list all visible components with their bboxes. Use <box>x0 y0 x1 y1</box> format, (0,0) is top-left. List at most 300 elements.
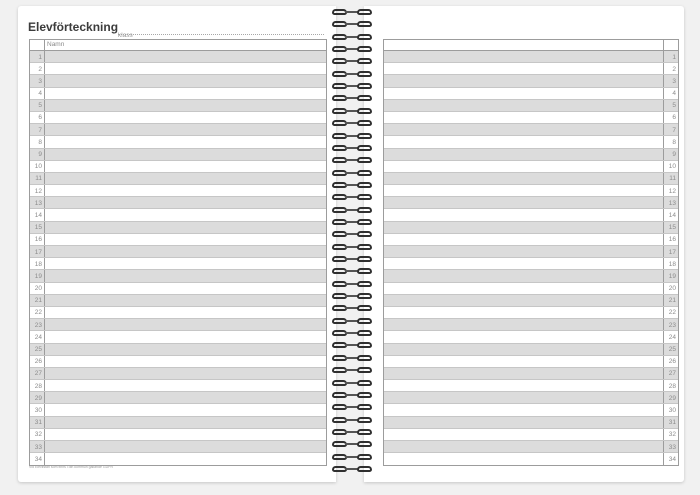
right-row-number-cell <box>663 368 678 379</box>
row-number: 8 <box>38 138 42 146</box>
left-table-row <box>30 270 326 282</box>
left-name-cell[interactable] <box>45 453 326 465</box>
right-table-row <box>384 295 678 307</box>
left-row-number-cell <box>30 283 45 294</box>
row-number: 12 <box>34 187 42 195</box>
right-table-row <box>384 75 678 87</box>
right-table-row <box>384 380 678 392</box>
left-row-number-cell <box>30 63 45 74</box>
left-row-number-cell <box>30 136 45 147</box>
spiral-loop <box>326 8 378 17</box>
left-name-cell[interactable] <box>45 112 326 123</box>
row-number: 30 <box>668 406 676 414</box>
right-name-cell[interactable] <box>384 185 663 196</box>
right-table-row <box>384 185 678 197</box>
spiral-loop <box>326 453 378 462</box>
right-name-cell[interactable] <box>384 392 663 403</box>
page-title: Elevförteckning <box>28 20 119 34</box>
spiral-loop <box>326 94 378 103</box>
right-table-row <box>384 404 678 416</box>
right-name-cell[interactable] <box>384 161 663 172</box>
row-number: 26 <box>34 358 42 366</box>
name-column-header: Namn <box>47 41 65 48</box>
left-row-number-cell <box>30 441 45 452</box>
right-table-row <box>384 100 678 112</box>
row-number: 23 <box>668 321 676 329</box>
row-number: 19 <box>668 272 676 280</box>
left-table-row <box>30 404 326 416</box>
right-name-cell[interactable] <box>384 270 663 281</box>
right-row-number-cell <box>663 404 678 415</box>
left-name-cell[interactable] <box>45 149 326 160</box>
left-name-cell[interactable] <box>45 417 326 428</box>
left-row-number-cell <box>30 417 45 428</box>
right-row-number-cell <box>663 88 678 99</box>
right-row-number-cell <box>663 270 678 281</box>
row-number: 21 <box>668 297 676 305</box>
right-name-cell[interactable] <box>384 88 663 99</box>
spiral-loop <box>326 354 378 363</box>
spiral-loop <box>326 292 378 301</box>
left-table-row <box>30 197 326 209</box>
right-table-row <box>384 417 678 429</box>
left-table-row <box>30 136 326 148</box>
spiral-loop <box>326 403 378 412</box>
left-row-number-cell <box>30 453 45 465</box>
left-row-number-cell <box>30 331 45 342</box>
right-name-cell[interactable] <box>384 112 663 123</box>
right-name-cell[interactable] <box>384 100 663 111</box>
right-row-number-cell <box>663 319 678 330</box>
spiral-loop <box>326 428 378 437</box>
right-name-cell[interactable] <box>384 234 663 245</box>
right-number-column-header <box>663 40 678 50</box>
row-number: 27 <box>668 370 676 378</box>
right-row-number-cell <box>663 331 678 342</box>
left-row-number-cell <box>30 344 45 355</box>
right-name-cell[interactable] <box>384 75 663 86</box>
right-row-number-cell <box>663 246 678 257</box>
right-table-row <box>384 209 678 221</box>
left-row-number-cell <box>30 51 45 62</box>
right-table-row <box>384 319 678 331</box>
spiral-loop <box>326 465 378 474</box>
right-name-cell[interactable] <box>384 307 663 318</box>
left-table-row <box>30 295 326 307</box>
left-row-number-cell <box>30 258 45 269</box>
left-name-cell[interactable] <box>45 270 326 281</box>
left-table-row <box>30 283 326 295</box>
left-name-table <box>29 39 327 466</box>
left-row-number-cell <box>30 295 45 306</box>
right-row-number-cell <box>663 307 678 318</box>
right-table-row <box>384 368 678 380</box>
left-number-column-header <box>30 40 45 50</box>
row-number: 24 <box>34 333 42 341</box>
right-name-cell[interactable] <box>384 356 663 367</box>
left-name-cell[interactable] <box>45 392 326 403</box>
row-number: 23 <box>34 321 42 329</box>
row-number: 7 <box>672 126 676 134</box>
right-name-cell[interactable] <box>384 149 663 160</box>
right-row-number-cell <box>663 222 678 233</box>
right-table-row <box>384 453 678 465</box>
left-row-number-cell <box>30 173 45 184</box>
spiral-binding <box>326 4 378 484</box>
right-name-cell[interactable] <box>384 258 663 269</box>
right-name-cell[interactable] <box>384 344 663 355</box>
spiral-loop <box>326 440 378 449</box>
row-number: 14 <box>668 211 676 219</box>
right-row-number-cell <box>663 161 678 172</box>
right-row-number-cell <box>663 63 678 74</box>
row-number: 5 <box>38 102 42 110</box>
row-number: 31 <box>668 419 676 427</box>
left-row-number-cell <box>30 124 45 135</box>
right-name-cell[interactable] <box>384 124 663 135</box>
spiral-loop <box>326 416 378 425</box>
right-name-cell[interactable] <box>384 246 663 257</box>
right-name-cell[interactable] <box>384 209 663 220</box>
right-name-table <box>383 39 679 466</box>
left-table-row <box>30 161 326 173</box>
row-number: 2 <box>38 65 42 73</box>
right-name-cell[interactable] <box>384 222 663 233</box>
right-table-row <box>384 149 678 161</box>
right-table-row <box>384 246 678 258</box>
row-number: 27 <box>34 370 42 378</box>
left-name-cell[interactable] <box>45 295 326 306</box>
left-name-cell[interactable] <box>45 380 326 391</box>
right-row-number-cell <box>663 283 678 294</box>
right-table-header <box>384 40 678 51</box>
row-number: 15 <box>34 224 42 232</box>
right-name-cell[interactable] <box>384 404 663 415</box>
left-table-row <box>30 124 326 136</box>
right-table-row <box>384 283 678 295</box>
row-number: 10 <box>34 163 42 171</box>
spiral-loop <box>326 243 378 252</box>
right-table-row <box>384 112 678 124</box>
spiral-loop <box>326 20 378 29</box>
right-row-number-cell <box>663 344 678 355</box>
left-table-row <box>30 368 326 380</box>
row-number: 4 <box>672 90 676 98</box>
right-table-row <box>384 51 678 63</box>
row-number: 14 <box>34 211 42 219</box>
row-number: 19 <box>34 272 42 280</box>
row-number: 13 <box>668 199 676 207</box>
left-table-row <box>30 63 326 75</box>
row-number: 25 <box>668 346 676 353</box>
left-name-cell[interactable] <box>45 344 326 355</box>
spiral-loop <box>326 57 378 66</box>
left-name-cell[interactable] <box>45 368 326 379</box>
right-row-number-cell <box>663 185 678 196</box>
spiral-loop <box>326 304 378 313</box>
right-name-cell[interactable] <box>384 197 663 208</box>
right-table-row <box>384 136 678 148</box>
row-number: 9 <box>672 151 676 158</box>
left-table-row <box>30 392 326 404</box>
row-number: 25 <box>34 346 42 353</box>
right-name-cell[interactable] <box>384 51 663 62</box>
left-name-cell[interactable] <box>45 356 326 367</box>
spiral-loop <box>326 391 378 400</box>
right-name-cell[interactable] <box>384 295 663 306</box>
right-table-row <box>384 258 678 270</box>
right-name-cell[interactable] <box>384 136 663 147</box>
row-number: 28 <box>668 382 676 390</box>
spiral-loop <box>326 144 378 153</box>
right-row-number-cell <box>663 380 678 391</box>
left-name-cell[interactable] <box>45 100 326 111</box>
left-row-number-cell <box>30 88 45 99</box>
row-number: 3 <box>672 77 676 85</box>
right-row-number-cell <box>663 100 678 111</box>
right-row-number-cell <box>663 149 678 160</box>
left-name-cell[interactable] <box>45 63 326 74</box>
right-row-number-cell <box>663 429 678 440</box>
left-name-cell[interactable] <box>45 319 326 330</box>
class-field[interactable] <box>118 24 324 39</box>
right-name-cell[interactable] <box>384 319 663 330</box>
right-name-cell[interactable] <box>384 380 663 391</box>
right-row-number-cell <box>663 136 678 147</box>
left-name-cell[interactable] <box>45 404 326 415</box>
spiral-loop <box>326 70 378 79</box>
row-number: 3 <box>38 77 42 85</box>
row-number: 29 <box>668 394 676 402</box>
right-name-cell[interactable] <box>384 368 663 379</box>
right-name-cell[interactable] <box>384 441 663 452</box>
right-table-row <box>384 124 678 136</box>
spiral-loop <box>326 255 378 264</box>
left-row-number-cell <box>30 112 45 123</box>
right-table-row <box>384 197 678 209</box>
left-table-row <box>30 344 326 356</box>
right-row-number-cell <box>663 51 678 62</box>
row-number: 6 <box>38 114 42 122</box>
right-row-number-cell <box>663 124 678 135</box>
left-name-cell[interactable] <box>45 258 326 269</box>
spiral-loop <box>326 230 378 239</box>
right-table-row <box>384 429 678 441</box>
row-number: 18 <box>34 260 42 268</box>
left-row-number-cell <box>30 197 45 208</box>
spiral-loop <box>326 206 378 215</box>
row-number: 26 <box>668 358 676 366</box>
left-table-row <box>30 453 326 465</box>
left-table-row <box>30 319 326 331</box>
row-number: 8 <box>672 138 676 146</box>
left-name-cell[interactable] <box>45 246 326 257</box>
row-number: 32 <box>668 431 676 439</box>
right-row-number-cell <box>663 356 678 367</box>
right-table-row <box>384 63 678 75</box>
row-number: 22 <box>668 309 676 317</box>
right-name-cell[interactable] <box>384 173 663 184</box>
row-number: 17 <box>34 248 42 256</box>
right-table-row <box>384 161 678 173</box>
right-row-number-cell <box>663 197 678 208</box>
right-name-cell[interactable] <box>384 417 663 428</box>
left-row-number-cell <box>30 149 45 160</box>
spiral-loop <box>326 33 378 42</box>
left-name-cell[interactable] <box>45 185 326 196</box>
class-label: klass <box>118 32 133 39</box>
left-name-cell[interactable] <box>45 124 326 135</box>
left-table-header <box>30 40 326 51</box>
spiral-loop <box>326 107 378 116</box>
right-table-row <box>384 344 678 356</box>
footnote: Vid Elevlistan som finns i din kommun gällande GDPR <box>29 465 113 469</box>
left-row-number-cell <box>30 270 45 281</box>
right-name-cell[interactable] <box>384 283 663 294</box>
row-number: 24 <box>668 333 676 341</box>
row-number: 2 <box>672 65 676 73</box>
right-table-row <box>384 356 678 368</box>
left-table-row <box>30 173 326 185</box>
spiral-loop <box>326 119 378 128</box>
spiral-loop <box>326 267 378 276</box>
left-row-number-cell <box>30 246 45 257</box>
left-row-number-cell <box>30 319 45 330</box>
left-name-cell[interactable] <box>45 75 326 86</box>
right-table-row <box>384 88 678 100</box>
left-table-row <box>30 331 326 343</box>
left-table-row <box>30 222 326 234</box>
right-table-row <box>384 173 678 185</box>
right-table-row <box>384 234 678 246</box>
left-name-cell[interactable] <box>45 331 326 342</box>
left-table-row <box>30 258 326 270</box>
spiral-loop <box>326 181 378 190</box>
spiral-loop <box>326 169 378 178</box>
left-table-row <box>30 441 326 453</box>
row-number: 16 <box>668 236 676 244</box>
left-table-row <box>30 51 326 63</box>
row-number: 1 <box>672 53 676 61</box>
right-row-number-cell <box>663 258 678 269</box>
left-name-cell[interactable] <box>45 307 326 318</box>
left-name-cell[interactable] <box>45 222 326 233</box>
left-table-row <box>30 185 326 197</box>
right-row-number-cell <box>663 112 678 123</box>
spiral-loop <box>326 218 378 227</box>
right-table-row <box>384 441 678 453</box>
row-number: 22 <box>34 309 42 317</box>
left-name-cell[interactable] <box>45 234 326 245</box>
row-number: 34 <box>668 455 676 463</box>
left-name-cell[interactable] <box>45 209 326 220</box>
right-name-cell[interactable] <box>384 331 663 342</box>
left-name-cell[interactable] <box>45 429 326 440</box>
left-table-row <box>30 234 326 246</box>
left-table-row <box>30 88 326 100</box>
row-number: 21 <box>34 297 42 305</box>
right-row-number-cell <box>663 453 678 465</box>
right-row-number-cell <box>663 295 678 306</box>
row-number: 10 <box>668 163 676 171</box>
left-row-number-cell <box>30 100 45 111</box>
left-table-row <box>30 75 326 87</box>
right-rows <box>384 51 678 465</box>
left-row-number-cell <box>30 380 45 391</box>
spiral-loop <box>326 280 378 289</box>
left-rows <box>30 51 326 465</box>
left-table-row <box>30 307 326 319</box>
left-row-number-cell <box>30 185 45 196</box>
row-number: 16 <box>34 236 42 244</box>
spiral-loop <box>326 329 378 338</box>
right-row-number-cell <box>663 417 678 428</box>
row-number: 12 <box>668 187 676 195</box>
right-row-number-cell <box>663 173 678 184</box>
left-row-number-cell <box>30 234 45 245</box>
spiral-loop <box>326 132 378 141</box>
right-row-number-cell <box>663 209 678 220</box>
row-number: 28 <box>34 382 42 390</box>
left-name-cell[interactable] <box>45 51 326 62</box>
right-row-number-cell <box>663 392 678 403</box>
spiral-loop <box>326 379 378 388</box>
spiral-loop <box>326 156 378 165</box>
right-table-row <box>384 222 678 234</box>
left-row-number-cell <box>30 392 45 403</box>
left-name-cell[interactable] <box>45 441 326 452</box>
spiral-loop <box>326 317 378 326</box>
row-number: 17 <box>668 248 676 256</box>
row-number: 34 <box>34 455 42 463</box>
left-row-number-cell <box>30 404 45 415</box>
spiral-loop <box>326 82 378 91</box>
right-name-cell[interactable] <box>384 63 663 74</box>
row-number: 29 <box>34 394 42 402</box>
row-number: 32 <box>34 431 42 439</box>
spiral-loop <box>326 193 378 202</box>
left-row-number-cell <box>30 368 45 379</box>
left-name-cell[interactable] <box>45 88 326 99</box>
left-row-number-cell <box>30 429 45 440</box>
left-name-cell[interactable] <box>45 283 326 294</box>
right-table-row <box>384 270 678 282</box>
row-number: 31 <box>34 419 42 427</box>
right-name-cell[interactable] <box>384 453 663 465</box>
row-number: 9 <box>38 151 42 158</box>
left-name-cell[interactable] <box>45 197 326 208</box>
left-table-row <box>30 209 326 221</box>
left-table-row <box>30 112 326 124</box>
left-name-cell[interactable] <box>45 136 326 147</box>
row-number: 7 <box>38 126 42 134</box>
left-row-number-cell <box>30 161 45 172</box>
row-number: 30 <box>34 406 42 414</box>
right-table-row <box>384 392 678 404</box>
right-name-cell[interactable] <box>384 429 663 440</box>
left-table-row <box>30 149 326 161</box>
left-name-cell[interactable] <box>45 173 326 184</box>
row-number: 5 <box>672 102 676 110</box>
left-row-number-cell <box>30 356 45 367</box>
row-number: 20 <box>668 285 676 293</box>
right-table-row <box>384 331 678 343</box>
left-table-row <box>30 100 326 112</box>
right-table-row <box>384 307 678 319</box>
left-table-row <box>30 417 326 429</box>
row-number: 1 <box>38 53 42 61</box>
left-name-cell[interactable] <box>45 161 326 172</box>
